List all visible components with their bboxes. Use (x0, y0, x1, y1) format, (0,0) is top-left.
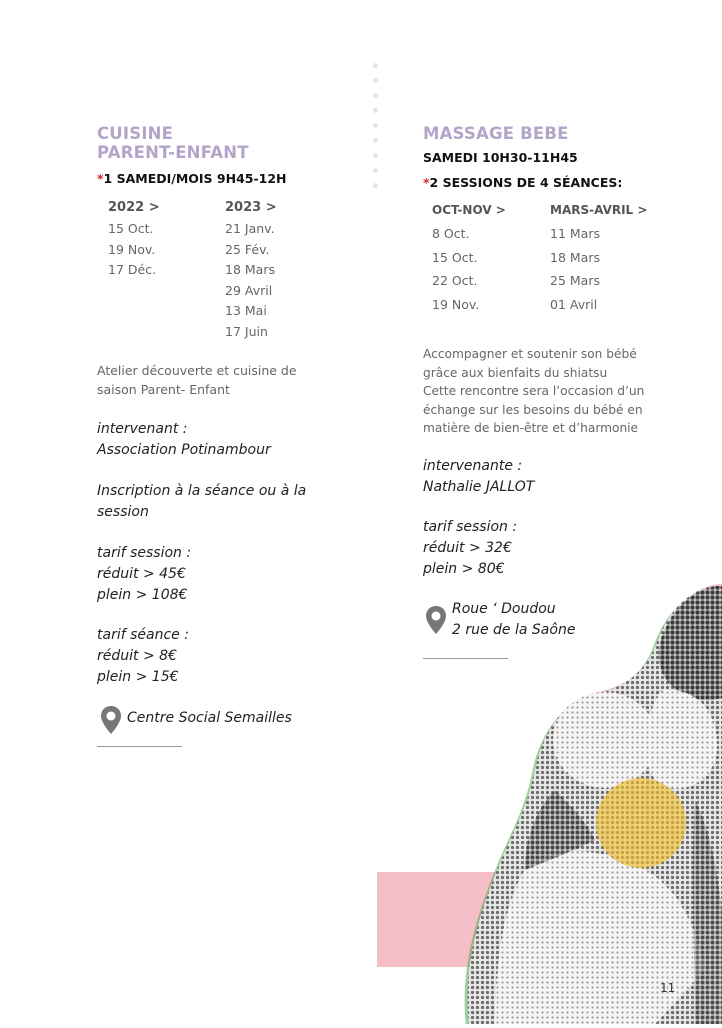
inscription-line: session (97, 504, 149, 520)
tarif-seance-plein: plein > 15€ (97, 669, 179, 685)
right-col2-header: MARS-AVRIL > (550, 203, 648, 217)
right-dates-col2 (550, 203, 647, 316)
tarif-seance-label: tarif séance : (97, 627, 189, 643)
tarif-session-plein: plein > 108€ (97, 587, 188, 603)
date-item: 15 Oct. (432, 249, 478, 265)
right-dates-col1 (432, 203, 506, 316)
right-title: MASSAGE BEBE (423, 124, 569, 143)
description-line: saison Parent- Enfant (97, 381, 230, 397)
description-line: Accompagner et soutenir son bébé (423, 347, 637, 361)
intervenant-name: Nathalie JALLOT (423, 479, 535, 495)
description-line: matière de bien-être et d’harmonie (423, 421, 639, 435)
date-item: 17 Déc. (108, 262, 157, 278)
left-inscription (97, 481, 306, 523)
intervenant-label: intervenant : (97, 421, 188, 437)
date-item: 15 Oct. (108, 221, 154, 236)
date-item: 18 Mars (225, 262, 275, 278)
tarif-seance-reduit: réduit > 8€ (97, 648, 177, 664)
left-dates-col1 (108, 200, 160, 281)
date-item: 19 Nov. (432, 296, 480, 312)
description-line: Atelier découverte et cuisine de (97, 363, 297, 378)
inscription-line: Inscription à la séance ou à la (97, 483, 307, 499)
location-pin-icon (100, 705, 122, 739)
right-col1-header: OCT-NOV > (432, 203, 506, 217)
tarif-session-reduit: réduit > 45€ (97, 566, 186, 582)
left-schedule (97, 171, 287, 186)
asterisk: * (423, 175, 430, 190)
divider (97, 746, 182, 747)
left-col2-header: 2023 > (225, 200, 277, 215)
location-name: Roue ‘ Doudou (452, 601, 556, 617)
intervenant-name: Association Potinambour (97, 442, 271, 458)
date-item: 19 Nov. (108, 241, 156, 257)
date-item: 11 Mars (550, 226, 600, 241)
right-sessions-text: 2 SESSIONS DE 4 SÉANCES: (429, 175, 623, 190)
date-item: 13 Mai (225, 303, 267, 319)
tarif-session-plein: plein > 80€ (423, 561, 505, 577)
description-line: échange sur les besoins du bébé en (423, 402, 643, 417)
page-number: 11 (660, 981, 676, 995)
left-title (97, 124, 249, 162)
left-intervenant (97, 419, 271, 461)
date-item: 25 Mars (550, 273, 600, 288)
tarif-session-reduit: réduit > 32€ (423, 540, 512, 556)
description-line: grâce aux bienfaits du shiatsu (423, 365, 608, 380)
left-col1-header: 2022 > (108, 200, 160, 215)
left-description (97, 362, 312, 399)
tarif-session-label: tarif session : (97, 545, 192, 561)
left-dates-col2 (225, 200, 277, 343)
date-item: 21 Janv. (225, 221, 275, 236)
date-item: 01 Avril (550, 296, 598, 312)
location-address: 2 rue de la Saône (452, 622, 576, 638)
left-location: Centre Social Semailles (127, 710, 292, 726)
date-item: 29 Avril (225, 282, 273, 298)
mother-baby-photo (455, 570, 722, 1024)
right-schedule: SAMEDI 10H30-11H45 (423, 150, 578, 165)
date-item: 22 Oct. (432, 273, 478, 288)
date-item: 25 Fév. (225, 241, 270, 257)
description-line: Cette rencontre sera l’occasion d’un (423, 384, 645, 398)
right-sessions (423, 175, 622, 190)
left-tarif-seance (97, 625, 189, 688)
intervenant-label: intervenante : (423, 458, 523, 474)
asterisk: * (97, 171, 104, 186)
left-tarif-session (97, 543, 191, 606)
tarif-session-label: tarif session : (423, 519, 518, 535)
location-pin-icon (425, 605, 447, 639)
date-item: 8 Oct. (432, 226, 470, 241)
right-description (423, 345, 663, 438)
left-title-line2: PARENT-ENFANT (97, 143, 249, 162)
date-item: 18 Mars (550, 249, 600, 265)
left-schedule-text: 1 SAMEDI/MOIS 9H45-12H (103, 171, 287, 186)
left-title-line1: CUISINE (97, 124, 174, 143)
date-item: 17 Juin (225, 323, 268, 339)
right-intervenant (423, 456, 534, 498)
